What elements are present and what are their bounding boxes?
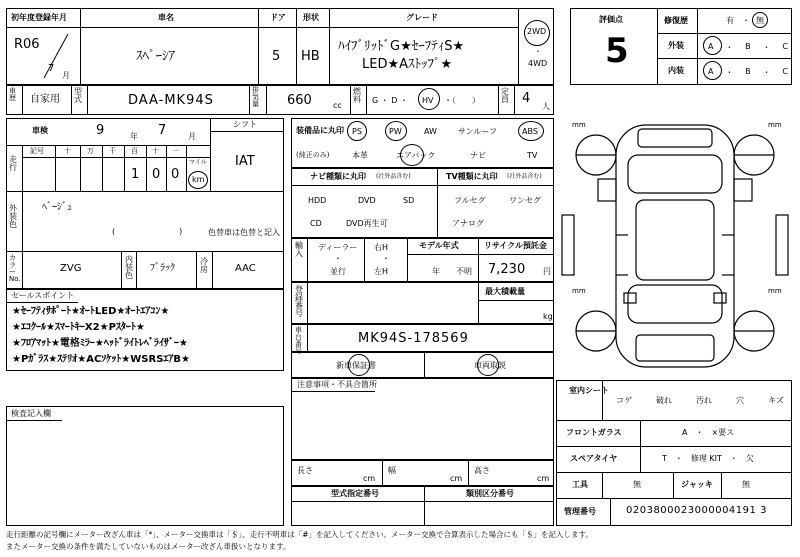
side-left-rocker (562, 215, 574, 275)
reg-label: 登録番号 (295, 285, 303, 318)
dim-height-unit: cm (537, 474, 550, 483)
tread-label-fl: mm (572, 121, 586, 129)
rear-window-shape (628, 285, 722, 323)
digit-label-3: 百 (131, 147, 138, 155)
grade-label: グレード (406, 13, 438, 22)
inspector-block (6, 406, 284, 526)
first-reg-label: 初年度登録年月 (11, 13, 67, 22)
dim-width: 幅 (388, 466, 396, 475)
tv-oneseg: ワンセグ (509, 196, 541, 205)
capacity-label: 定員 (501, 87, 509, 104)
room-label: 室内シート (569, 386, 609, 395)
manual-label: 車両取説 (474, 361, 506, 370)
shape: HB (301, 49, 320, 64)
inspection-label: 車検 (32, 126, 48, 135)
front-bumper-shape (638, 129, 712, 147)
spare-values: T ・ 修理 KIT ・ 欠 (662, 454, 754, 463)
spare-label: スペアタイヤ (570, 454, 618, 463)
doors: 5 (272, 49, 281, 64)
use-value: 自家用 (30, 94, 60, 105)
model-year-unit: 年 (432, 267, 440, 276)
navi-sd: SD (403, 196, 415, 205)
mileage-unit: km (192, 175, 205, 184)
navi-hdd: HDD (308, 196, 327, 205)
jack-label: ジャッキ (681, 480, 713, 489)
car-body-outline (616, 125, 734, 367)
digit-label-2: 千 (109, 147, 116, 155)
shift-label: シフト (233, 120, 257, 129)
import-dot: ・ (334, 254, 342, 263)
sales-line-4: ★Pｶﾞﾗｽ★ｽﾃﾘｵ★ACｿｹｯﾄ★WSRSｴｱB★ (12, 354, 190, 365)
repair-dot: ・ (742, 16, 750, 25)
aircon-value: AAC (235, 263, 256, 274)
import-parallel: 並行 (330, 267, 346, 276)
mgmt-value: 0203800023000004191 3 (626, 505, 767, 516)
max-load-unit: kg (543, 312, 553, 321)
use-label: 車歴 (9, 87, 16, 102)
mileage-sign-label: 記号 (30, 147, 44, 155)
max-load-label: 最大積載量 (485, 287, 525, 296)
import-label: 輸入 (295, 241, 303, 258)
digit-label-1: 万 (87, 147, 94, 155)
aircon-label: 冷房 (200, 257, 208, 274)
fuel-other: ・（ ） (444, 96, 480, 105)
navi-label: ナビ種類に丸印 (310, 172, 366, 181)
equip-navi: ナビ (470, 151, 486, 160)
model-label: 型式 (74, 87, 82, 104)
displacement-unit: cc (333, 101, 342, 110)
equipment-sub: (純正のみ) (296, 151, 330, 159)
first-reg-era: R06 (14, 37, 40, 52)
sales-line-2: ★ｴｺｸｰﾙ★ｽﾏｰﾄｷｰX2★Pｽﾀｰﾄ★ (12, 322, 145, 333)
grade-line2: LED★Aｽﾄｯﾌﾟ★ (362, 57, 453, 72)
mileage-digit-5: 0 (171, 167, 180, 182)
color-label: 外装色 (9, 204, 17, 229)
mileage-digit-3: 1 (131, 167, 140, 182)
dim-height: 高さ (474, 466, 490, 475)
mile-label: マイル (189, 159, 207, 166)
mileage-digit-4: 0 (152, 167, 161, 182)
sales-label: セールスポイント (11, 291, 75, 300)
dim-width-unit: cm (450, 474, 463, 483)
equip-tv: TV (527, 151, 538, 160)
room-items: コゲ 破れ 汚れ 穴 キズ (616, 396, 784, 405)
equip-leather: 本革 (352, 151, 368, 160)
tv-fullseg: フルセグ (454, 196, 486, 205)
mirror-right (734, 179, 752, 201)
equip-pw: PW (389, 127, 402, 136)
color-value: ﾍﾞｰｼﾞｭ (42, 202, 72, 213)
tread-label-fr: mm (768, 121, 782, 129)
side-right-rocker (776, 215, 788, 275)
handle-right: 右H (374, 243, 389, 252)
car-name: ｽﾍﾟｰｼｱ (136, 49, 175, 64)
model-year-label: モデル年式 (419, 241, 459, 250)
digit-label-0: 十 (64, 147, 71, 155)
inspection-month-unit: 月 (188, 132, 196, 141)
footer-line-2: またメーター交換の条件を満たしていないものはメーター改ざん車扱いとなります。 (6, 542, 291, 551)
footer-line-1: 走行距離の記号欄にメーター改ざん車は「*」、メーター交換車は「＄」、走行不明車は「#」を記入してください。メーター交換で合算表示した場合にも「＄」を記入します。 (6, 530, 593, 539)
tools-value: 無 (633, 480, 641, 489)
recycle-value: 7,230 (488, 262, 526, 277)
mileage-label: 走行 (9, 155, 17, 172)
first-reg-month-unit: 月 (62, 71, 70, 80)
score-label: 評価点 (599, 15, 623, 24)
car-name-label: 車名 (158, 13, 174, 22)
score-value: 5 (605, 31, 629, 71)
digit-label-4: 十 (152, 147, 159, 155)
tools-label: 工具 (572, 480, 588, 489)
sales-line-1: ★ｾｰﾌﾃｨｻﾎﾟｰﾄ★ｵｰﾄLED★ｵｰﾄｴｱｺﾝ★ (12, 306, 170, 317)
capacity-value: 4 (522, 91, 531, 106)
tv-label: TV種類に丸印 (446, 172, 498, 181)
equip-ps: PS (352, 127, 362, 136)
equip-aw: AW (424, 127, 437, 136)
navi-dvd: DVD (358, 196, 376, 205)
rear-bumper-shape (636, 335, 714, 361)
navi-sub: (社外品含む) (376, 173, 411, 180)
warranty-label: 新車保証書 (336, 361, 376, 370)
inspector-label: 検査記入欄 (11, 409, 51, 418)
tread-label-rl: mm (572, 287, 586, 295)
tv-analog: アナログ (452, 219, 484, 228)
recycle-label: リサイクル預託金 (484, 241, 547, 250)
repair-label: 修復歴 (664, 16, 688, 25)
class-no-label: 類別区分番号 (466, 489, 514, 498)
color-note: 色替車は色替と記入 (208, 228, 280, 237)
equip-airbag: エアバック (396, 151, 436, 160)
tread-label-rr: mm (768, 287, 782, 295)
sales-line-3: ★ﾌﾛｱﾏｯﾄ★電格ﾐﾗｰ★ﾍｯﾄﾞﾗｲﾄﾚﾍﾞﾗｲｻﾞｰ★ (12, 338, 188, 349)
handle-left: 左H (374, 267, 389, 276)
mgmt-label: 管理番号 (564, 507, 596, 516)
int-color-value: ﾌﾞﾗｯｸ (150, 263, 175, 274)
chassis-value: MK94S-178569 (358, 331, 469, 346)
int-color-label: 内装色 (125, 255, 133, 280)
notes-label: 注意事項・不具合箇所 (297, 380, 377, 389)
handle-dot: ・ (382, 254, 390, 263)
door-label: ドア (270, 13, 286, 22)
fuel-options: G ・ D ・ (372, 96, 408, 105)
roof-shape (636, 200, 714, 280)
color-no-label: カラーNo. (9, 254, 21, 283)
shape-label: 形状 (303, 13, 319, 22)
grade-line1: ﾊｲﾌﾞﾘｯﾄﾞG★ｾｰﾌﾃｨS★ (338, 39, 465, 54)
displacement-label: 排気量 (252, 86, 259, 108)
docs-block (291, 352, 554, 378)
inspection-year-unit: 年 (130, 132, 138, 141)
import-dealer: ディーラー (318, 243, 358, 252)
car-diagram (558, 115, 792, 377)
chassis-label: 車台番号 (295, 326, 302, 355)
exterior-label: 外装 (668, 41, 684, 50)
drive-2wd: 2WD (527, 27, 547, 36)
dim-length-unit: cm (363, 474, 376, 483)
inspection-month: 7 (158, 123, 167, 138)
repair-yes: 有 (726, 16, 734, 25)
jack-value: 無 (742, 480, 750, 489)
windshield-shape (628, 155, 722, 193)
exterior-grades: A ・ B ・ C (708, 42, 788, 52)
repair-no: 無 (756, 16, 764, 25)
drive-4wd: 4WD (528, 59, 548, 68)
first-reg-month: 7 (48, 63, 55, 74)
tv-sub: (社外品含む) (507, 173, 542, 180)
model-value: DAA-MK94S (128, 93, 214, 108)
interior-grades: A ・ B ・ C (708, 67, 788, 77)
color-no-value: ZVG (60, 263, 82, 274)
drive-dot: ・ (534, 47, 542, 56)
navi-cd: CD (310, 219, 322, 228)
equipment-label: 装備品に丸印 (296, 126, 344, 135)
interior-label: 内装 (668, 66, 684, 75)
equip-abs: ABS (522, 127, 538, 136)
shift-value: IAT (235, 154, 255, 169)
dims-block (291, 460, 554, 486)
model-year-unknown: 不明 (456, 267, 472, 276)
inspection-year: 9 (96, 123, 105, 138)
recycle-unit: 円 (543, 267, 551, 276)
digit-label-5: 一 (172, 147, 179, 155)
type-no-label: 型式指定番号 (331, 489, 379, 498)
capacity-unit: 人 (542, 102, 550, 111)
dim-length: 長さ (297, 466, 313, 475)
mirror-left (598, 179, 616, 201)
windshield-label: フロントガラス (566, 428, 622, 437)
fuel-selected: HV (422, 96, 434, 105)
navi-dvd-play: DVD再生可 (346, 219, 388, 228)
fuel-label: 燃料 (353, 87, 361, 104)
equip-sunroof: サンルーフ (458, 127, 497, 136)
color-paren: ( ) (112, 227, 183, 236)
displacement-value: 660 (287, 93, 312, 108)
windshield-values: A ・ ×要ス (682, 428, 735, 437)
